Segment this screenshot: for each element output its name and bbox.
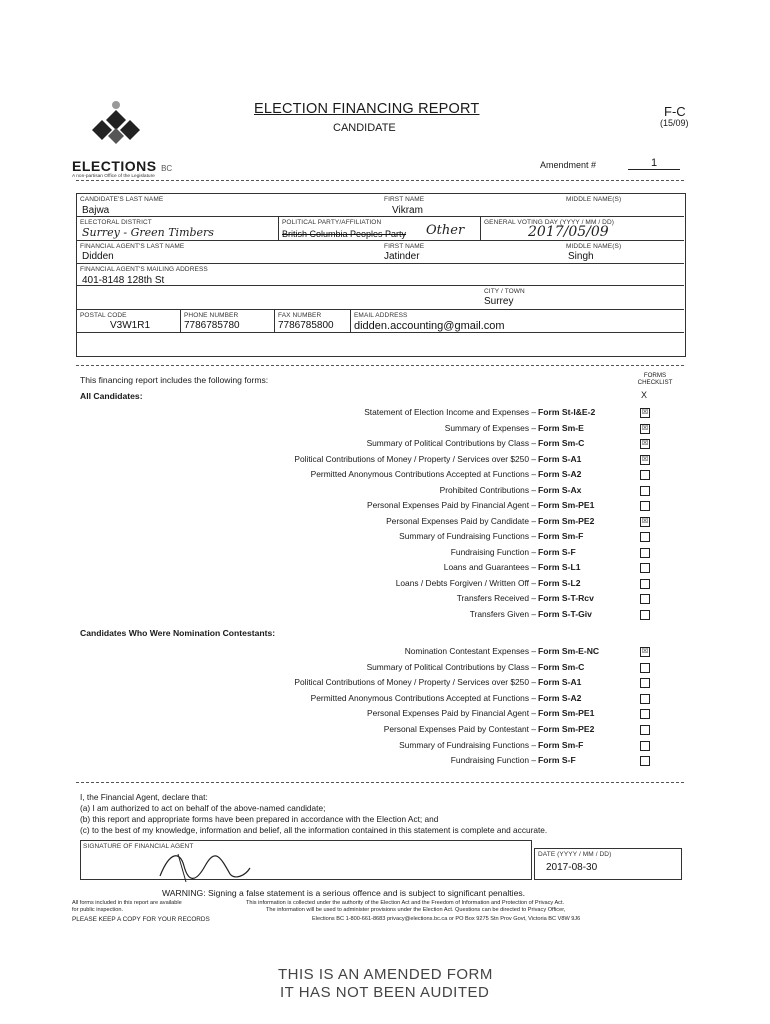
nom-form-row bbox=[0, 708, 770, 720]
logo-emblem-icon bbox=[80, 98, 152, 146]
all-form-row bbox=[0, 485, 770, 497]
nom-form-row bbox=[0, 693, 770, 705]
agent-address-field[interactable]: 401-8148 128th St bbox=[82, 275, 165, 286]
form-checkbox[interactable] bbox=[640, 741, 650, 751]
nom-form-row bbox=[0, 646, 770, 658]
elections-bc-logo bbox=[80, 98, 152, 146]
signature-drawing bbox=[150, 846, 260, 891]
agent-address-label: FINANCIAL AGENT'S MAILING ADDRESS bbox=[80, 266, 208, 273]
declaration-line-3: (b) this report and appropriate forms have been prepared in accordance with the Election Act; and bbox=[80, 814, 439, 824]
all-form-row bbox=[0, 593, 770, 605]
amended-stamp-line-1: THIS IS AN AMENDED FORM bbox=[278, 966, 493, 983]
form-description: Loans / Debts Forgiven / Written Off – bbox=[395, 577, 536, 588]
amended-stamp-line-2: IT HAS NOT BEEN AUDITED bbox=[280, 984, 490, 1001]
form-code: Form Sm-F bbox=[538, 739, 584, 750]
form-checkbox[interactable]: ☒ bbox=[641, 455, 649, 463]
form-code: Form Sm-PE2 bbox=[538, 515, 595, 526]
form-checkbox[interactable] bbox=[640, 548, 650, 558]
agent-last-name-field[interactable]: Didden bbox=[82, 251, 114, 262]
form-code: Form Sm-E-NC bbox=[538, 646, 600, 656]
declaration-line-1: I, the Financial Agent, declare that: bbox=[80, 792, 208, 802]
phone-label: PHONE NUMBER bbox=[184, 312, 239, 319]
form-code: Form S-L1 bbox=[538, 562, 581, 572]
report-title: ELECTION FINANCING REPORT bbox=[254, 101, 480, 117]
form-description: Personal Expenses Paid by Financial Agent – bbox=[367, 708, 536, 719]
declaration-line-4: (c) to the best of my knowledge, information and belief, all the information contained in this statement is complete and accurate. bbox=[80, 825, 548, 835]
footer-left-1: All forms included in this report are available bbox=[72, 900, 182, 906]
form-code: Form S-F bbox=[538, 546, 576, 557]
phone-field[interactable]: 7786785780 bbox=[184, 320, 240, 331]
all-form-row bbox=[0, 438, 770, 450]
voting-day-field[interactable]: 2017/05/09 bbox=[528, 224, 609, 240]
all-form-row bbox=[0, 578, 770, 590]
form-code: Form Sm-PE2 bbox=[538, 724, 595, 734]
party-label: POLITICAL PARTY/AFFILIATION bbox=[282, 219, 382, 226]
form-code: Form Sm-E bbox=[538, 422, 584, 433]
logo-tagline: A non-partisan Office of the Legislature bbox=[72, 174, 155, 179]
signature-label: SIGNATURE OF FINANCIAL AGENT bbox=[83, 843, 194, 850]
warning-text: WARNING: Signing a false statement is a serious offence and is subject to significant penalties. bbox=[162, 888, 526, 898]
fax-field[interactable]: 7786785800 bbox=[278, 320, 334, 331]
form-checkbox[interactable] bbox=[640, 470, 650, 480]
form-checkbox[interactable] bbox=[640, 694, 650, 704]
form-code: Form St-I&E-2 bbox=[538, 407, 596, 417]
candidate-first-name-label: FIRST NAME bbox=[384, 196, 425, 203]
logo-text: ELECTIONS bbox=[72, 158, 157, 174]
footer-right-3: Elections BC 1-800-661-8683 privacy@elections.bc.ca or PO Box 9275 Stn Prov Govt, Victoria BC V8W 9J6 bbox=[312, 916, 581, 922]
email-label: EMAIL ADDRESS bbox=[354, 312, 408, 319]
candidate-first-name-field[interactable]: Vikram bbox=[392, 205, 423, 216]
agent-last-name-label: FINANCIAL AGENT'S LAST NAME bbox=[80, 243, 185, 250]
all-form-row bbox=[0, 562, 770, 574]
voting-day-label: GENERAL VOTING DAY (YYYY / MM / DD) bbox=[484, 219, 615, 226]
form-checkbox[interactable]: ☒ bbox=[641, 517, 649, 525]
form-description: Transfers Received – bbox=[456, 593, 536, 603]
form-description: Permitted Anonymous Contributions Accepted at Functions – bbox=[310, 469, 536, 479]
form-checkbox[interactable]: ☒ bbox=[641, 440, 649, 447]
form-description: Fundraising Function – bbox=[450, 755, 536, 766]
forms-checklist-label: FORMS CHECKLIST bbox=[637, 372, 673, 386]
form-code: Form S-A2 bbox=[538, 469, 582, 479]
amendment-label: Amendment # bbox=[540, 160, 597, 170]
form-description: Personal Expenses Paid by Contestant – bbox=[383, 724, 536, 734]
agent-first-name-field[interactable]: Jatinder bbox=[384, 251, 420, 262]
form-checkbox[interactable] bbox=[640, 610, 650, 620]
form-description: Political Contributions of Money / Property / Services over $250 – bbox=[294, 677, 536, 688]
form-code: Form Sm-PE1 bbox=[538, 708, 595, 719]
form-checkbox[interactable] bbox=[640, 501, 650, 511]
all-form-row bbox=[0, 454, 770, 466]
postal-code-field[interactable]: V3W1R1 bbox=[110, 320, 151, 331]
form-code: Form S-A2 bbox=[538, 692, 582, 703]
form-code: Form Sm-PE1 bbox=[538, 500, 595, 510]
form-description: Summary of Fundraising Functions – bbox=[399, 739, 536, 750]
form-code: Form Sm-C bbox=[538, 661, 585, 672]
form-description: Permitted Anonymous Contributions Accepted at Functions – bbox=[310, 692, 536, 703]
all-form-row bbox=[0, 407, 770, 419]
form-description: Summary of Expenses – bbox=[444, 422, 536, 433]
party-handwritten-field[interactable]: Other bbox=[426, 223, 465, 238]
fax-label: FAX NUMBER bbox=[278, 312, 322, 319]
declaration-date-field[interactable]: 2017-08-30 bbox=[546, 862, 598, 873]
form-code: F-C bbox=[664, 104, 686, 119]
form-version: (15/09) bbox=[660, 118, 689, 128]
agent-middle-name-field[interactable]: Singh bbox=[568, 251, 594, 262]
all-candidates-heading: All Candidates: bbox=[80, 391, 143, 401]
all-form-row bbox=[0, 500, 770, 512]
all-form-row bbox=[0, 516, 770, 528]
form-code: Form S-A1 bbox=[538, 677, 582, 688]
form-description: Nomination Contestant Expenses – bbox=[404, 646, 536, 656]
form-checkbox[interactable]: ☒ bbox=[641, 424, 649, 432]
form-code: Form Sm-C bbox=[538, 438, 585, 448]
amendment-value[interactable]: 1 bbox=[628, 157, 680, 170]
email-field[interactable]: didden.accounting@gmail.com bbox=[354, 320, 505, 332]
form-description: Summary of Political Contributions by Class – bbox=[366, 438, 536, 448]
form-checkbox[interactable] bbox=[640, 594, 650, 604]
nom-form-row bbox=[0, 662, 770, 674]
candidate-middle-name-label: MIDDLE NAME(S) bbox=[566, 196, 622, 203]
all-form-row bbox=[0, 423, 770, 435]
form-description: Personal Expenses Paid by Financial Agent – bbox=[367, 500, 536, 510]
nom-form-row bbox=[0, 724, 770, 736]
candidate-last-name-field[interactable]: Bajwa bbox=[82, 205, 110, 216]
form-description: Personal Expenses Paid by Candidate – bbox=[386, 515, 536, 526]
forms-intro: This financing report includes the following forms: bbox=[80, 375, 269, 385]
form-checkbox[interactable] bbox=[640, 486, 650, 496]
form-checkbox[interactable] bbox=[640, 678, 650, 688]
nom-form-row bbox=[0, 755, 770, 767]
form-description: Summary of Political Contributions by Class – bbox=[366, 661, 536, 672]
nom-form-row bbox=[0, 677, 770, 689]
signature-scribble-icon bbox=[150, 846, 260, 886]
form-checkbox[interactable]: ☒ bbox=[641, 648, 649, 655]
footer-left-3: PLEASE KEEP A COPY FOR YOUR RECORDS bbox=[72, 916, 210, 923]
form-description: Summary of Fundraising Functions – bbox=[399, 531, 536, 541]
declaration-date-label: DATE (YYYY / MM / DD) bbox=[538, 851, 612, 858]
agent-middle-name-label: MIDDLE NAME(S) bbox=[566, 243, 622, 250]
agent-city-field[interactable]: Surrey bbox=[484, 296, 514, 307]
declaration-line-2: (a) I am authorized to act on behalf of the above-named candidate; bbox=[80, 803, 326, 813]
form-checkbox[interactable] bbox=[640, 532, 650, 542]
footer-left-2: for public inspection. bbox=[72, 907, 123, 913]
candidate-last-name-label: CANDIDATE'S LAST NAME bbox=[80, 196, 164, 203]
postal-code-label: POSTAL CODE bbox=[80, 312, 127, 319]
form-code: Form S-Ax bbox=[538, 484, 582, 495]
form-code: Form S-T-Rcv bbox=[538, 593, 594, 603]
all-form-row bbox=[0, 547, 770, 559]
forms-checklist-x: X bbox=[641, 390, 648, 400]
form-checkbox[interactable] bbox=[640, 756, 650, 766]
party-struck-field: British Columbia Peoples Party bbox=[282, 229, 407, 239]
form-code: Form Sm-F bbox=[538, 531, 584, 541]
form-checkbox[interactable] bbox=[640, 709, 650, 719]
all-form-row bbox=[0, 469, 770, 481]
logo-suffix: BC bbox=[161, 164, 173, 173]
all-form-row bbox=[0, 609, 770, 621]
nomination-heading: Candidates Who Were Nomination Contestants: bbox=[80, 628, 276, 638]
electoral-district-label: ELECTORAL DISTRICT bbox=[80, 219, 152, 226]
form-description: Fundraising Function – bbox=[450, 546, 536, 557]
form-description: Loans and Guarantees – bbox=[443, 562, 536, 572]
form-checkbox[interactable]: ☒ bbox=[641, 409, 649, 416]
form-description: Political Contributions of Money / Property / Services over $250 – bbox=[294, 453, 536, 464]
electoral-district-field[interactable]: Surrey - Green Timbers bbox=[82, 226, 214, 239]
form-code: Form S-F bbox=[538, 755, 576, 766]
report-subtitle: CANDIDATE bbox=[333, 122, 396, 134]
nom-form-row bbox=[0, 740, 770, 752]
form-checkbox[interactable] bbox=[640, 663, 650, 673]
agent-first-name-label: FIRST NAME bbox=[384, 243, 425, 250]
all-form-row bbox=[0, 531, 770, 543]
footer-right-2: The information will be used to administer provisions under the Election Act. Questions can be directed to Privacy Officer, bbox=[266, 907, 566, 913]
form-checkbox[interactable] bbox=[640, 725, 650, 735]
footer-right-1: This information is collected under the authority of the Election Act and the Freedom of Information and Protection of Privacy Act. bbox=[246, 900, 565, 906]
form-checkbox[interactable] bbox=[640, 579, 650, 589]
agent-city-label: CITY / TOWN bbox=[484, 288, 525, 295]
form-code: Form S-L2 bbox=[538, 577, 581, 588]
form-description: Statement of Election Income and Expenses – bbox=[364, 407, 536, 417]
form-checkbox[interactable] bbox=[640, 563, 650, 573]
form-code: Form S-A1 bbox=[538, 453, 582, 464]
form-code: Form S-T-Giv bbox=[538, 608, 592, 619]
form-description: Transfers Given – bbox=[469, 608, 536, 619]
form-description: Prohibited Contributions – bbox=[439, 484, 536, 495]
